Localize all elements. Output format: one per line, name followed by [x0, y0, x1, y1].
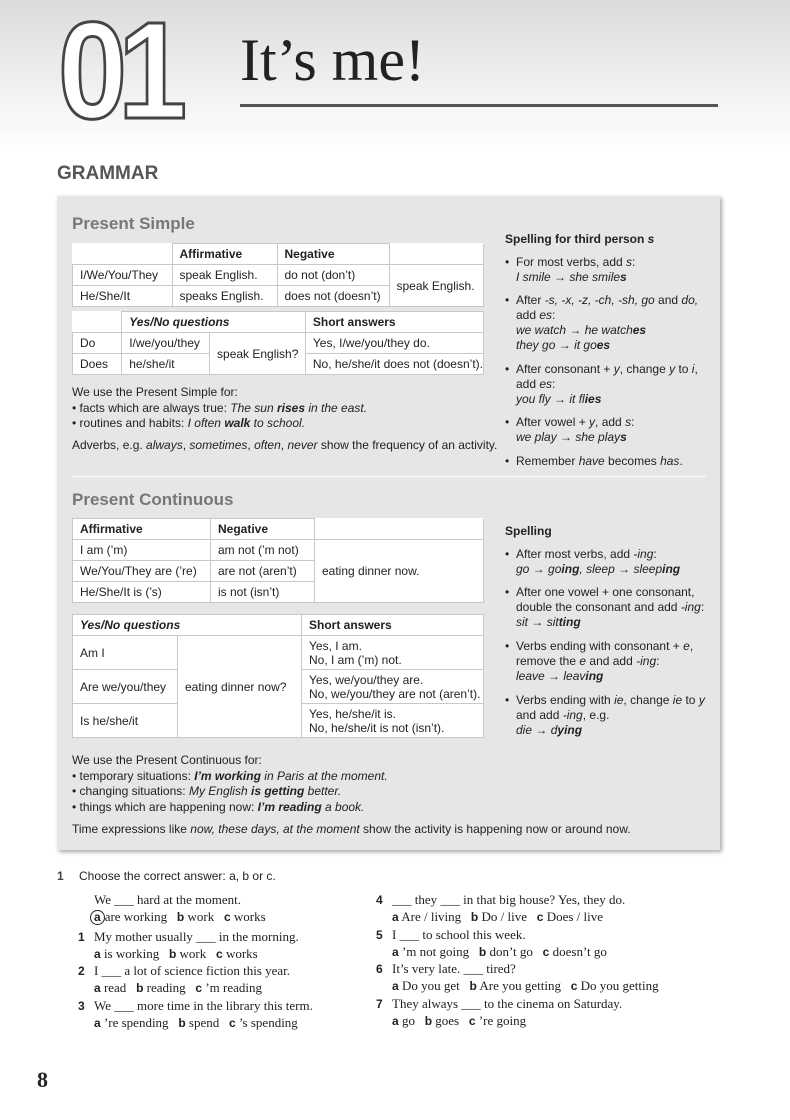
exercise-example-question: We ___ hard at the moment. — [94, 892, 241, 907]
table-cell: Yes, we/you/they are. No, we/you/they are not (aren’t). — [302, 670, 484, 704]
present-continuous-use: We use the Present Continuous for: • temporary situations: I’m working in Paris at the moment. • changing situations: My English is getting better. • things which are happening now: I’m reading a book. — [72, 753, 388, 814]
exercise-question: 3 We ___ more time in the library this term. — [78, 998, 313, 1013]
table-cell: Do — [73, 333, 122, 354]
use-happening-now: • things which are happening now: I’m reading a book. — [72, 799, 365, 814]
table-cell: I/We/You/They — [73, 265, 173, 286]
header-affirmative: Affirmative — [73, 519, 211, 540]
spelling-title: Spelling — [505, 524, 552, 538]
table-cell: does not (doesn’t) — [277, 286, 389, 307]
table-cell: Am I — [73, 636, 178, 670]
header-negative: Negative — [277, 244, 389, 265]
exercise-question: 2 I ___ a lot of science fiction this year. — [78, 963, 291, 978]
table-cell: is not (isn’t) — [211, 582, 315, 603]
present-simple-use: We use the Present Simple for: • facts which are always true: The sun rises in the east. • routines and habits: I often walk to school. — [72, 385, 368, 430]
use-facts: • facts which are always true: The sun rises in the east. — [72, 400, 368, 415]
time-expressions-note: Time expressions like now, these days, at the moment show the activity is happening now or around now. — [72, 822, 631, 836]
header-short-answers: Short answers — [302, 615, 484, 636]
spelling-rule: • Verbs ending with consonant + e, remove the e and add -ing: leave → leaving — [505, 639, 694, 683]
header-short-answers: Short answers — [305, 312, 483, 333]
table-cell: I am (’m) — [73, 540, 211, 561]
table-cell: Does — [73, 354, 122, 375]
exercise-question: 5 I ___ to school this week. — [376, 927, 526, 942]
present-continuous-questions-table — [72, 614, 484, 738]
spelling-rule: • After vowel + y, add s: we play → she plays — [505, 415, 635, 444]
table-cell: are not (aren’t) — [211, 561, 315, 582]
present-continuous-table — [72, 518, 484, 603]
table-cell: Yes, he/she/it is. No, he/she/it is not (isn’t). — [302, 704, 484, 738]
exercise-options[interactable]: a Do you get b Are you getting c Do you getting — [392, 978, 659, 993]
header-yes-no-questions: Yes/No questions — [122, 312, 306, 333]
adverbs-note: Adverbs, e.g. always, sometimes, often, never show the frequency of an activity. — [72, 438, 498, 452]
exercise-options[interactable]: a go b goes c ’re going — [392, 1013, 527, 1028]
present-simple-questions-table — [72, 311, 484, 375]
use-changing: • changing situations: My English is getting better. — [72, 784, 342, 798]
spelling-rule: • After one vowel + one consonant, double the consonant and add -ing: sit → sitting — [505, 585, 705, 629]
circled-answer: a — [90, 910, 105, 925]
table-cell: Yes, I am. No, I am (’m) not. — [302, 636, 484, 670]
section-label: GRAMMAR — [57, 163, 159, 184]
table-cell: speak English. — [172, 265, 277, 286]
spelling-rule: • Verbs ending with ie, change ie to y and add -ing, e.g. die → dying — [505, 693, 705, 737]
table-cell: He/She/It — [73, 286, 173, 307]
exercise-question: 7 They always ___ to the cinema on Saturday. — [376, 996, 623, 1011]
unit-number: 01 — [58, 0, 179, 148]
present-simple-table — [72, 243, 484, 307]
header-affirmative: Affirmative — [172, 244, 277, 265]
table-cell: Is he/she/it — [73, 704, 178, 738]
table-cell-merged: speak English? — [210, 333, 306, 375]
present-simple-title: Present Simple — [72, 214, 195, 233]
present-continuous-title: Present Continuous — [72, 490, 234, 509]
table-cell-merged: speak English. — [389, 265, 484, 307]
section-divider — [72, 476, 706, 477]
table-cell: he/she/it — [122, 354, 210, 375]
table-cell: I/we/you/they — [122, 333, 210, 354]
page-number: 8 — [37, 1067, 48, 1092]
table-cell: No, he/she/it does not (doesn’t). — [305, 354, 483, 375]
exercise-question: 4 ___ they ___ in that big house? Yes, they do. — [376, 892, 626, 907]
table-cell: do not (don’t) — [277, 265, 389, 286]
spelling-rule: • After consonant + y, change y to i, add es: you fly → it flies — [505, 362, 698, 406]
exercise-options[interactable]: a ’m not going b don’t go c doesn’t go — [392, 944, 607, 959]
exercise-question: 6 It’s very late. ___ tired? — [376, 961, 516, 976]
spelling-rule: • After -s, -x, -z, -ch, -sh, go and do, add es: we watch → he watches they go → it goes — [505, 293, 699, 352]
exercise-options[interactable]: a ’re spending b spend c ’s spending — [94, 1015, 298, 1030]
header-negative: Negative — [211, 519, 315, 540]
exercise-heading: 1 Choose the correct answer: a, b or c. — [57, 869, 276, 883]
table-cell: Yes, I/we/you/they do. — [305, 333, 483, 354]
spelling-third-title: Spelling for third person s — [505, 232, 655, 246]
use-routines: • routines and habits: I often walk to school. — [72, 416, 306, 430]
spelling-rule: • After most verbs, add -ing: go → going, sleep → sleeping — [505, 547, 681, 576]
unit-title: It’s me! — [240, 27, 425, 93]
exercise-options[interactable]: a Are / living b Do / live c Does / live — [392, 909, 604, 924]
header-yes-no-questions: Yes/No questions — [73, 615, 302, 636]
table-cell-merged: eating dinner now? — [178, 636, 302, 738]
spelling-rule: • For most verbs, add s: I smile → she smiles — [505, 255, 636, 284]
table-cell: Are we/you/they — [73, 670, 178, 704]
exercise-options[interactable]: a is working b work c works — [94, 946, 258, 961]
table-cell-merged: eating dinner now. — [315, 540, 484, 603]
table-cell: am not (’m not) — [211, 540, 315, 561]
table-cell: He/She/It is (’s) — [73, 582, 211, 603]
title-underline — [240, 104, 718, 107]
table-cell: We/You/They are (’re) — [73, 561, 211, 582]
exercise-question: 1 My mother usually ___ in the morning. — [78, 929, 299, 944]
exercise-example-answers: a are working b work c works — [90, 908, 266, 926]
spelling-rule: • Remember have becomes has. — [505, 454, 683, 468]
use-temporary: • temporary situations: I’m working in Paris at the moment. — [72, 768, 388, 783]
table-cell: speaks English. — [172, 286, 277, 307]
exercise-options[interactable]: a read b reading c ’m reading — [94, 980, 262, 995]
